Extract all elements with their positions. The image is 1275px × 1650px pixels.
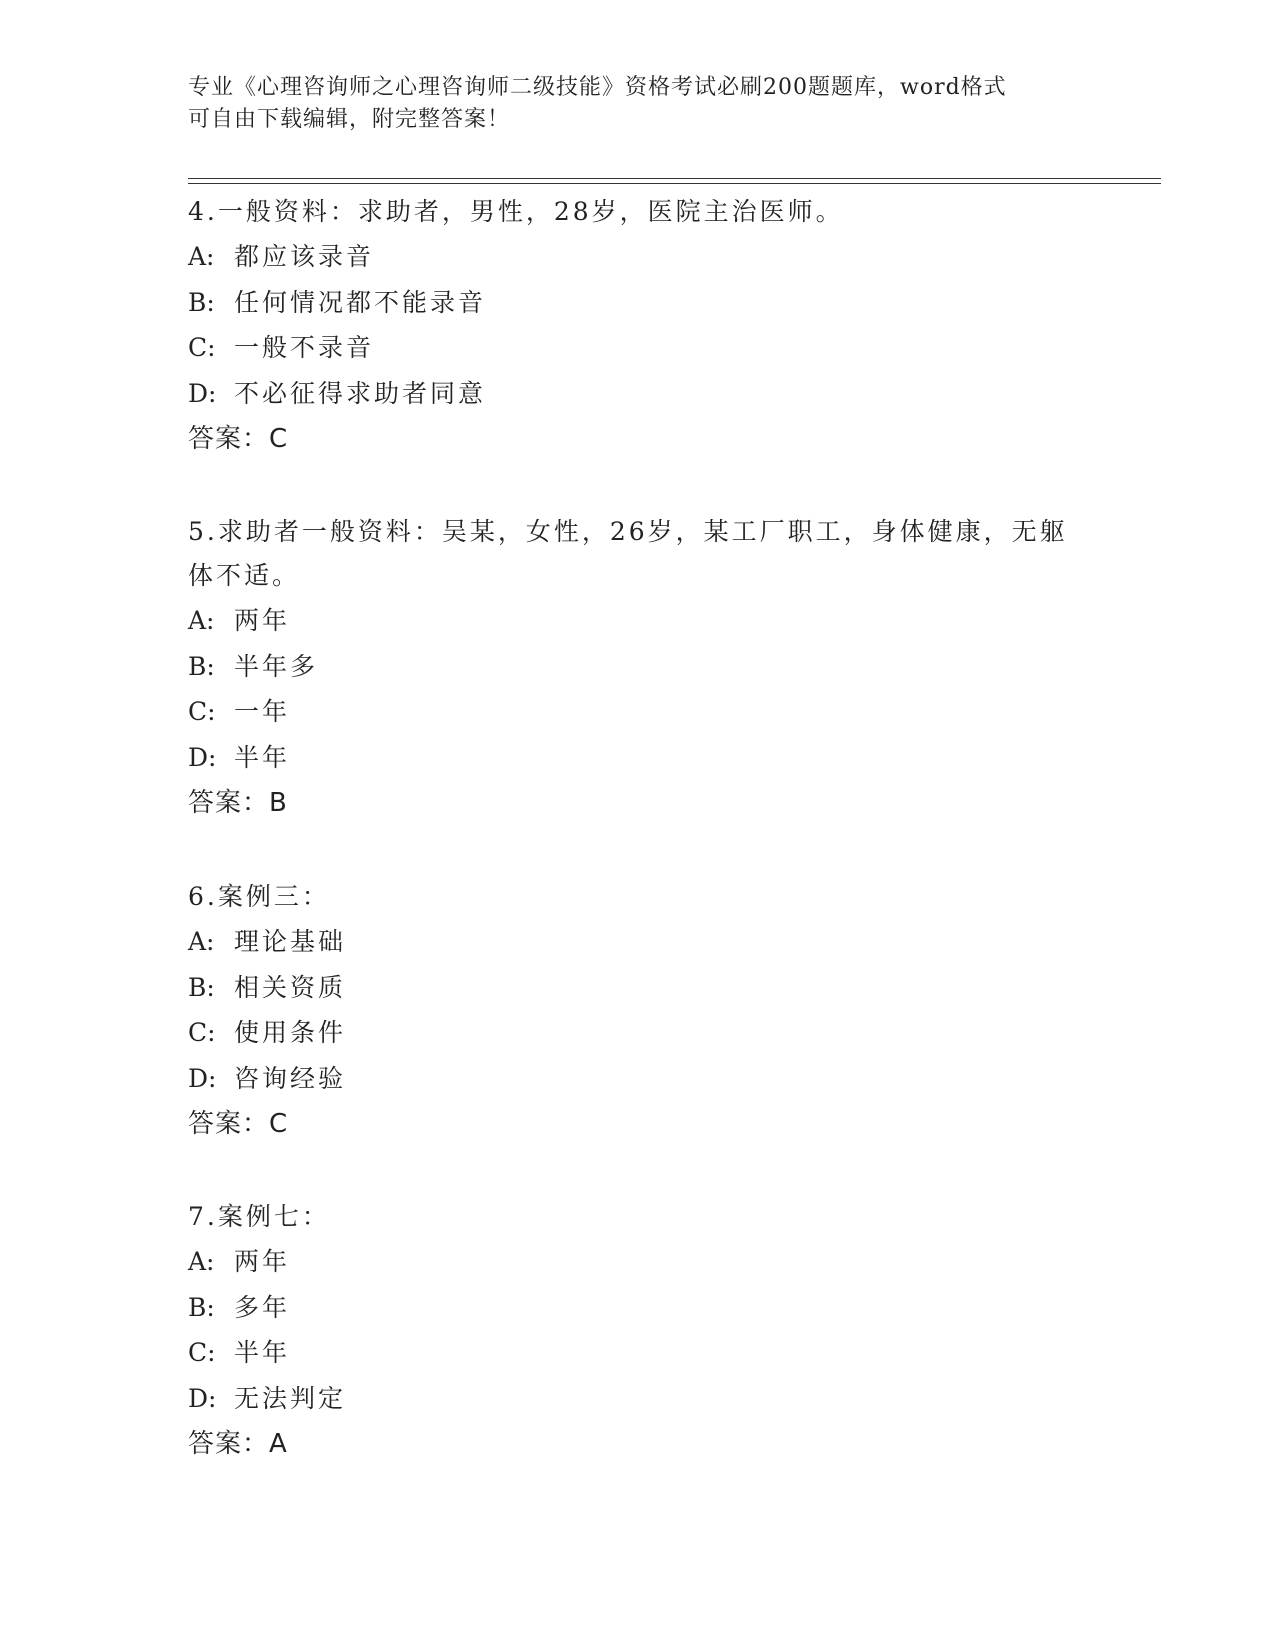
answer-line: 答案：B — [188, 788, 288, 818]
option-text: 相关资质 — [234, 972, 347, 1002]
option-text: 半年多 — [234, 651, 319, 681]
option-text: 一般不录音 — [234, 333, 375, 362]
answer-line: 答案：C — [188, 424, 289, 454]
option-text: 都应该录音 — [234, 242, 375, 271]
option-c — [188, 689, 1068, 735]
option-text: 无法判定 — [234, 1383, 347, 1413]
option-d — [188, 1376, 1068, 1422]
option-c — [188, 325, 1068, 371]
option-letter: A: — [188, 242, 215, 271]
option-c — [188, 1010, 1068, 1056]
question-block — [188, 510, 1068, 826]
option-letter: A: — [188, 606, 215, 635]
option-text: 使用条件 — [234, 1018, 347, 1047]
question-block — [188, 190, 1068, 462]
option-b — [188, 965, 1068, 1011]
option-a — [188, 598, 1068, 644]
option-text: 任何情况都不能录音 — [234, 287, 487, 317]
option-letter: D: — [188, 1063, 217, 1093]
header-divider-top — [188, 178, 1161, 179]
option-a — [188, 1239, 1068, 1285]
header-line-1: 专业《心理咨询师之心理咨询师二级技能》资格考试必刷200题题库，word格式 — [188, 75, 1007, 100]
option-b — [188, 644, 1068, 690]
question-stem: 4.一般资料：求助者，男性，28岁，医院主治医师。 — [188, 197, 844, 226]
question-block — [188, 1195, 1068, 1467]
option-letter: A: — [188, 1247, 215, 1276]
option-letter: A: — [188, 927, 215, 956]
header-divider-bottom — [188, 183, 1161, 184]
header-line-2: 可自由下载编辑，附完整答案！ — [188, 107, 511, 132]
option-d — [188, 371, 1068, 417]
option-a — [188, 919, 1068, 965]
option-letter: C: — [188, 333, 216, 362]
option-letter: B: — [188, 651, 215, 681]
option-text: 半年 — [234, 742, 291, 772]
option-text: 一年 — [234, 697, 291, 726]
option-letter: C: — [188, 697, 216, 726]
question-stem: 6.案例三： — [188, 882, 330, 911]
option-letter: B: — [188, 972, 215, 1002]
option-text: 咨询经验 — [234, 1063, 347, 1093]
option-letter: D: — [188, 1383, 217, 1413]
option-c — [188, 1330, 1068, 1376]
option-b — [188, 1285, 1068, 1331]
question-stem: 5.求助者一般资料：吴某，女性，26岁，某工厂职工，身体健康，无躯体不适。 — [188, 517, 1068, 590]
option-b — [188, 280, 1068, 326]
option-letter: C: — [188, 1018, 216, 1047]
option-letter: B: — [188, 287, 215, 317]
question-stem: 7.案例七： — [188, 1202, 330, 1231]
option-text: 两年 — [234, 1247, 291, 1276]
option-d — [188, 1056, 1068, 1102]
option-letter: B: — [188, 1292, 215, 1322]
option-letter: D: — [188, 378, 217, 408]
question-block — [188, 875, 1068, 1147]
option-text: 两年 — [234, 606, 291, 635]
option-d — [188, 735, 1068, 781]
option-text: 半年 — [234, 1338, 291, 1367]
answer-line: 答案：C — [188, 1109, 289, 1139]
option-text: 理论基础 — [234, 927, 347, 956]
answer-line: 答案：A — [188, 1429, 288, 1459]
option-a — [188, 234, 1068, 280]
option-letter: D: — [188, 742, 217, 772]
option-letter: C: — [188, 1338, 216, 1367]
option-text: 不必征得求助者同意 — [234, 378, 487, 408]
option-text: 多年 — [234, 1292, 291, 1322]
document-header — [188, 72, 1068, 136]
